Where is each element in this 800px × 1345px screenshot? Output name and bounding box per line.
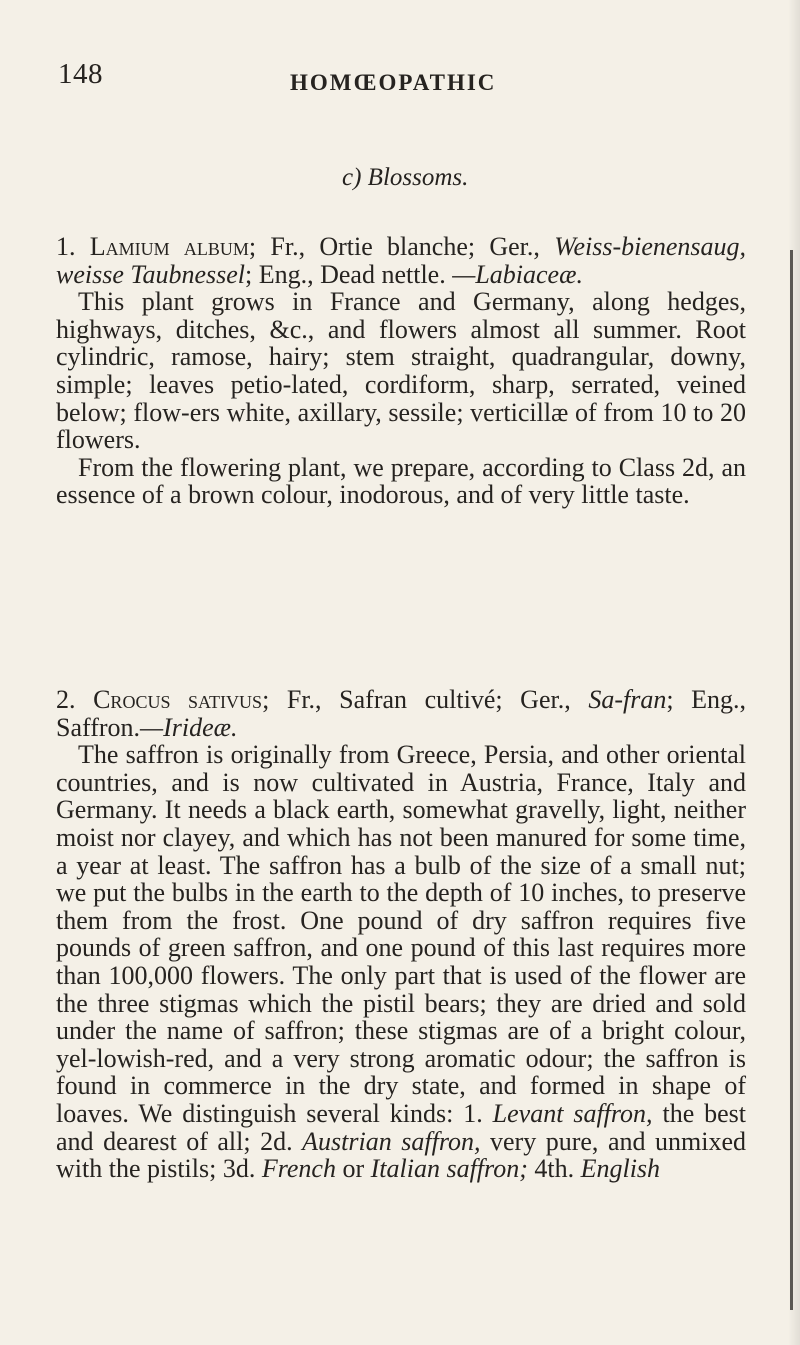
preparation-paragraph: From the flowering plant, we prepare, according to Class 2d, an essence of a brown colour, inodorous, and of very little taste.	[56, 452, 746, 510]
section-title: c) Blossoms.	[342, 164, 469, 191]
french-label: ; Fr.,	[248, 232, 306, 261]
french-name: Safran cultivé	[339, 685, 496, 714]
french-label: ; Fr.,	[262, 685, 322, 714]
kind-name: Italian saffron;	[370, 1154, 528, 1184]
latin-name: Lamium album	[89, 232, 249, 261]
entry-lamium-album	[56, 233, 746, 509]
description-text: The saffron is originally from Greece, Persia, and other oriental countries, and is now cultivated in Austria, France, Italy and Germany. It needs a black earth, somewhat gravelly, light, neither moist nor clayey, and which has not been manured for some time, a year at least. The saffron has a bulb of the size of a small nut; we put the bulbs in the earth to the depth of 10 inches, to preserve them from the frost. One pound of dry saffron requires five pounds of green saffron, and one pound of this last requires more than 100,000 flowers. The only part that is used of the flower are the three stigmas which the pistil bears; they are dried and sold under the name of saffron; these stigmas are of a bright colour, yel-lowish-red, and a very strong aromatic odour; the saffron is found in commerce in the dry state, and formed in shape of loaves. We distinguish several kinds:	[56, 740, 746, 1128]
english-label: ; Eng.,	[245, 259, 314, 289]
kind-name: Levant saffron,	[492, 1098, 653, 1128]
entry-number: 1.	[56, 232, 76, 261]
running-head: HOMŒOPATHIC	[290, 70, 497, 95]
page-number: 148	[58, 58, 103, 90]
plant-family: —Labiaceæ.	[452, 259, 583, 289]
entry-heading	[56, 233, 746, 288]
kind-name: French	[261, 1154, 336, 1184]
kind-description: very pure, and unmixed with the pistils;	[56, 1126, 747, 1184]
kind-number: 3d.	[222, 1154, 256, 1184]
english-name: Saffron.	[56, 712, 141, 742]
german-name: Sa-fran	[588, 685, 667, 714]
latin-name: Crocus sativus	[93, 685, 263, 714]
entry-number: 2.	[56, 685, 76, 714]
description-paragraph	[56, 741, 746, 1183]
kind-connector: or	[342, 1154, 365, 1184]
english-name: Dead nettle.	[320, 259, 446, 289]
german-name: Weiss-bienensaug, weisse Taubnessel	[56, 232, 747, 289]
german-label: ; Ger.,	[495, 685, 571, 714]
kind-number: 1.	[463, 1098, 483, 1128]
english-label: ; Eng.,	[666, 685, 747, 714]
description-paragraph: This plant grows in France and Germany, along hedges, highways, ditches, &c., and flowers almost all summer. Root cylindric, ramose, hairy; stem straight, quadrangular, downy, simple; leaves petio-lated, cordiform, sharp, serrated, veined below; flow-ers white, axillary, sessile; verticillæ of from 10 to 20 flowers.	[56, 287, 746, 455]
plant-family: —Irideæ.	[140, 712, 238, 742]
kind-name: English	[580, 1154, 661, 1184]
german-label: ; Ger.,	[467, 232, 540, 261]
french-name: Ortie blanche	[319, 232, 468, 261]
binding-edge-line	[790, 250, 793, 1310]
entry-crocus-sativus	[56, 686, 746, 1183]
kind-name: Austrian saffron,	[302, 1126, 481, 1156]
kind-number: 2d.	[260, 1126, 293, 1156]
kind-number: 4th.	[534, 1154, 575, 1184]
kind-description: the best and dearest of all;	[56, 1098, 747, 1156]
entry-heading	[56, 686, 746, 741]
